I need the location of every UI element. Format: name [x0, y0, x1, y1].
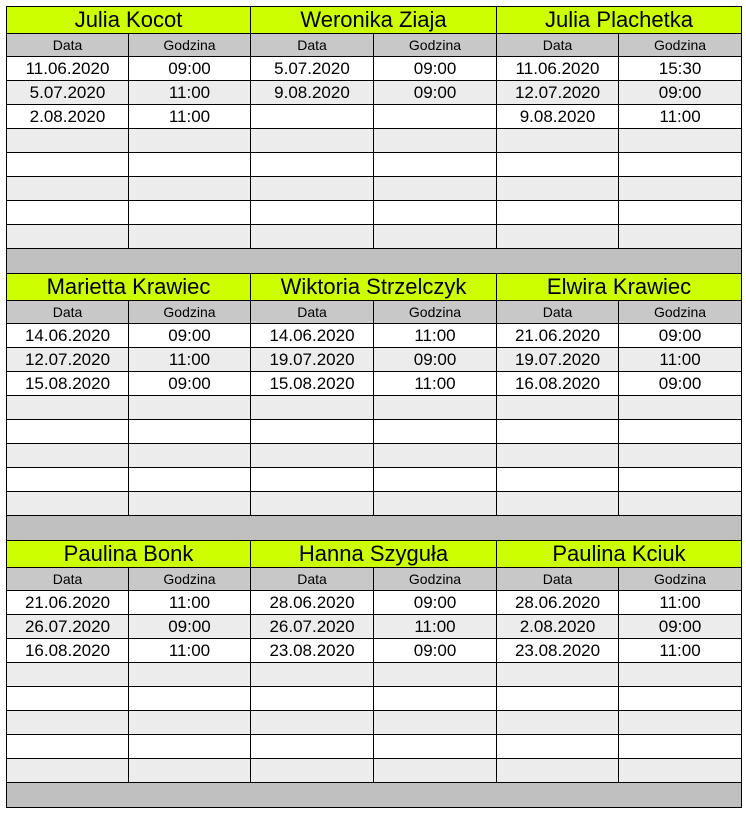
date-cell[interactable]: 19.07.2020: [497, 348, 619, 372]
date-cell[interactable]: [497, 444, 619, 468]
time-column-header: Godzina: [619, 301, 742, 324]
time-cell[interactable]: [619, 492, 742, 516]
block-separator: [7, 516, 742, 541]
time-cell[interactable]: [619, 711, 742, 735]
time-cell[interactable]: [129, 153, 251, 177]
time-cell[interactable]: [129, 129, 251, 153]
time-cell[interactable]: [619, 201, 742, 225]
separator-cell: [7, 783, 742, 808]
date-cell[interactable]: [251, 759, 374, 783]
date-column-header: Data: [497, 301, 619, 324]
time-cell[interactable]: [374, 201, 497, 225]
date-cell[interactable]: 15.08.2020: [7, 372, 129, 396]
date-cell[interactable]: 26.07.2020: [7, 615, 129, 639]
date-column-header: Data: [497, 568, 619, 591]
table-row: [7, 201, 742, 225]
time-column-header: Godzina: [374, 568, 497, 591]
date-cell[interactable]: [7, 687, 129, 711]
table-row: [7, 687, 742, 711]
time-cell[interactable]: 11:00: [619, 591, 742, 615]
time-cell[interactable]: [374, 225, 497, 249]
time-cell[interactable]: 15:30: [619, 57, 742, 81]
time-cell[interactable]: [374, 663, 497, 687]
time-cell[interactable]: 11:00: [129, 348, 251, 372]
table-row: [7, 639, 742, 663]
time-cell[interactable]: [619, 225, 742, 249]
date-cell[interactable]: [251, 711, 374, 735]
date-cell[interactable]: [497, 129, 619, 153]
date-cell[interactable]: 14.06.2020: [251, 324, 374, 348]
time-cell[interactable]: [129, 420, 251, 444]
person-name: Paulina Kciuk: [497, 541, 742, 568]
time-cell[interactable]: 09:00: [619, 81, 742, 105]
person-name: Julia Plachetka: [497, 7, 742, 34]
time-cell[interactable]: 09:00: [374, 348, 497, 372]
time-cell[interactable]: 11:00: [129, 81, 251, 105]
date-cell[interactable]: [7, 225, 129, 249]
date-cell[interactable]: 9.08.2020: [497, 105, 619, 129]
time-cell[interactable]: [374, 129, 497, 153]
table-row: [7, 177, 742, 201]
time-cell[interactable]: [619, 663, 742, 687]
date-cell[interactable]: [251, 129, 374, 153]
date-column-header: Data: [497, 34, 619, 57]
time-column-header: Godzina: [129, 34, 251, 57]
separator-cell: [7, 249, 742, 274]
table-row: [7, 372, 742, 396]
name-row: [7, 274, 742, 301]
time-cell[interactable]: 11:00: [129, 639, 251, 663]
date-cell[interactable]: 21.06.2020: [7, 591, 129, 615]
date-cell[interactable]: 28.06.2020: [251, 591, 374, 615]
person-name: Paulina Bonk: [7, 541, 251, 568]
date-cell[interactable]: 19.07.2020: [251, 348, 374, 372]
time-cell[interactable]: [374, 468, 497, 492]
date-cell[interactable]: [497, 225, 619, 249]
table-row: [7, 324, 742, 348]
time-cell[interactable]: [129, 759, 251, 783]
date-cell[interactable]: [497, 711, 619, 735]
table-row: [7, 615, 742, 639]
table-row: [7, 105, 742, 129]
date-cell[interactable]: [497, 492, 619, 516]
time-cell[interactable]: 11:00: [374, 324, 497, 348]
table-row: [7, 492, 742, 516]
date-column-header: Data: [251, 301, 374, 324]
time-cell[interactable]: [129, 396, 251, 420]
date-cell[interactable]: [251, 105, 374, 129]
table-row: [7, 663, 742, 687]
date-cell[interactable]: [7, 759, 129, 783]
time-cell[interactable]: 11:00: [129, 591, 251, 615]
time-column-header: Godzina: [374, 301, 497, 324]
date-cell[interactable]: [497, 468, 619, 492]
time-column-header: Godzina: [619, 568, 742, 591]
table-row: [7, 591, 742, 615]
table-row: [7, 711, 742, 735]
table-row: [7, 468, 742, 492]
date-column-header: Data: [251, 34, 374, 57]
date-cell[interactable]: 12.07.2020: [7, 348, 129, 372]
time-cell[interactable]: 11:00: [374, 615, 497, 639]
table-row: [7, 396, 742, 420]
date-cell[interactable]: 5.07.2020: [7, 81, 129, 105]
time-cell[interactable]: 09:00: [374, 81, 497, 105]
time-cell[interactable]: 09:00: [619, 372, 742, 396]
name-row: [7, 541, 742, 568]
date-cell[interactable]: [251, 153, 374, 177]
table-row: [7, 129, 742, 153]
date-cell[interactable]: [7, 468, 129, 492]
date-cell[interactable]: [251, 396, 374, 420]
date-cell[interactable]: 21.06.2020: [497, 324, 619, 348]
time-cell[interactable]: [374, 153, 497, 177]
date-cell[interactable]: 2.08.2020: [497, 615, 619, 639]
time-cell[interactable]: [129, 711, 251, 735]
date-cell[interactable]: [251, 492, 374, 516]
date-cell[interactable]: [251, 201, 374, 225]
time-cell[interactable]: [129, 663, 251, 687]
date-cell[interactable]: [497, 396, 619, 420]
person-name: Marietta Krawiec: [7, 274, 251, 301]
date-cell[interactable]: [251, 420, 374, 444]
table-row: [7, 348, 742, 372]
time-cell[interactable]: [619, 129, 742, 153]
time-cell[interactable]: [374, 444, 497, 468]
time-cell[interactable]: 11:00: [619, 348, 742, 372]
schedule-table: [6, 6, 742, 808]
time-cell[interactable]: [619, 468, 742, 492]
date-cell[interactable]: 5.07.2020: [251, 57, 374, 81]
date-cell[interactable]: [497, 687, 619, 711]
date-cell[interactable]: [497, 759, 619, 783]
date-cell[interactable]: [7, 396, 129, 420]
table-row: [7, 420, 742, 444]
block-separator: [7, 783, 742, 808]
date-cell[interactable]: [7, 153, 129, 177]
date-cell[interactable]: [7, 492, 129, 516]
date-cell[interactable]: [7, 735, 129, 759]
time-cell[interactable]: [129, 468, 251, 492]
time-cell[interactable]: 11:00: [619, 105, 742, 129]
date-cell[interactable]: [497, 735, 619, 759]
time-cell[interactable]: [619, 759, 742, 783]
date-cell[interactable]: 28.06.2020: [497, 591, 619, 615]
time-cell[interactable]: 09:00: [129, 615, 251, 639]
time-cell[interactable]: [374, 492, 497, 516]
date-cell[interactable]: 11.06.2020: [7, 57, 129, 81]
date-cell[interactable]: [497, 663, 619, 687]
time-cell[interactable]: 09:00: [619, 324, 742, 348]
time-cell[interactable]: [619, 396, 742, 420]
table-row: [7, 225, 742, 249]
schedule-sheet: [6, 6, 742, 808]
date-column-header: Data: [251, 568, 374, 591]
date-cell[interactable]: 11.06.2020: [497, 57, 619, 81]
date-column-header: Data: [7, 568, 129, 591]
date-cell[interactable]: [497, 177, 619, 201]
date-cell[interactable]: 15.08.2020: [251, 372, 374, 396]
time-cell[interactable]: [129, 444, 251, 468]
date-cell[interactable]: [7, 444, 129, 468]
time-column-header: Godzina: [129, 568, 251, 591]
table-row: [7, 57, 742, 81]
time-column-header: Godzina: [129, 301, 251, 324]
time-cell[interactable]: [374, 105, 497, 129]
date-cell[interactable]: [7, 129, 129, 153]
date-cell[interactable]: [251, 687, 374, 711]
date-cell[interactable]: [251, 663, 374, 687]
time-cell[interactable]: 11:00: [129, 105, 251, 129]
date-cell[interactable]: 26.07.2020: [251, 615, 374, 639]
name-row: [7, 7, 742, 34]
date-cell[interactable]: [497, 153, 619, 177]
time-cell[interactable]: 09:00: [374, 591, 497, 615]
date-cell[interactable]: 9.08.2020: [251, 81, 374, 105]
time-cell[interactable]: [619, 153, 742, 177]
time-cell[interactable]: [129, 225, 251, 249]
date-cell[interactable]: [7, 201, 129, 225]
date-column-header: Data: [7, 301, 129, 324]
person-name: Elwira Krawiec: [497, 274, 742, 301]
time-cell[interactable]: [129, 177, 251, 201]
date-cell[interactable]: [7, 177, 129, 201]
time-cell[interactable]: [129, 201, 251, 225]
date-cell[interactable]: [251, 444, 374, 468]
time-cell[interactable]: [619, 687, 742, 711]
separator-cell: [7, 516, 742, 541]
table-row: [7, 153, 742, 177]
time-cell[interactable]: 09:00: [374, 57, 497, 81]
date-cell[interactable]: 16.08.2020: [7, 639, 129, 663]
block-separator: [7, 249, 742, 274]
time-cell[interactable]: 11:00: [619, 639, 742, 663]
date-cell[interactable]: 2.08.2020: [7, 105, 129, 129]
time-column-header: Godzina: [374, 34, 497, 57]
date-cell[interactable]: [7, 420, 129, 444]
date-cell[interactable]: 16.08.2020: [497, 372, 619, 396]
time-cell[interactable]: [374, 420, 497, 444]
date-cell[interactable]: [251, 225, 374, 249]
table-row: [7, 735, 742, 759]
time-cell[interactable]: [374, 759, 497, 783]
table-row: [7, 759, 742, 783]
time-cell[interactable]: [374, 711, 497, 735]
time-cell[interactable]: [129, 492, 251, 516]
column-header-row: [7, 301, 742, 324]
date-cell[interactable]: 23.08.2020: [497, 639, 619, 663]
table-row: [7, 81, 742, 105]
table-row: [7, 444, 742, 468]
time-cell[interactable]: [374, 687, 497, 711]
time-cell[interactable]: [374, 396, 497, 420]
date-cell[interactable]: [497, 420, 619, 444]
date-cell[interactable]: [251, 468, 374, 492]
time-cell[interactable]: [374, 735, 497, 759]
time-cell[interactable]: 09:00: [129, 324, 251, 348]
column-header-row: [7, 568, 742, 591]
date-cell[interactable]: [251, 735, 374, 759]
time-cell[interactable]: [129, 687, 251, 711]
date-cell[interactable]: 14.06.2020: [7, 324, 129, 348]
time-cell[interactable]: 09:00: [129, 57, 251, 81]
time-cell[interactable]: [129, 735, 251, 759]
time-cell[interactable]: [619, 420, 742, 444]
time-cell[interactable]: [374, 177, 497, 201]
date-cell[interactable]: [497, 201, 619, 225]
person-name: Hanna Szyguła: [251, 541, 497, 568]
date-cell[interactable]: [7, 711, 129, 735]
person-name: Weronika Ziaja: [251, 7, 497, 34]
date-cell[interactable]: 12.07.2020: [497, 81, 619, 105]
person-name: Wiktoria Strzelczyk: [251, 274, 497, 301]
time-cell[interactable]: 09:00: [374, 639, 497, 663]
time-cell[interactable]: 11:00: [374, 372, 497, 396]
date-cell[interactable]: 23.08.2020: [251, 639, 374, 663]
date-column-header: Data: [7, 34, 129, 57]
time-column-header: Godzina: [619, 34, 742, 57]
time-cell[interactable]: 09:00: [129, 372, 251, 396]
column-header-row: [7, 34, 742, 57]
date-cell[interactable]: [7, 663, 129, 687]
time-cell[interactable]: [619, 735, 742, 759]
person-name: Julia Kocot: [7, 7, 251, 34]
date-cell[interactable]: [251, 177, 374, 201]
time-cell[interactable]: 09:00: [619, 615, 742, 639]
time-cell[interactable]: [619, 177, 742, 201]
time-cell[interactable]: [619, 444, 742, 468]
